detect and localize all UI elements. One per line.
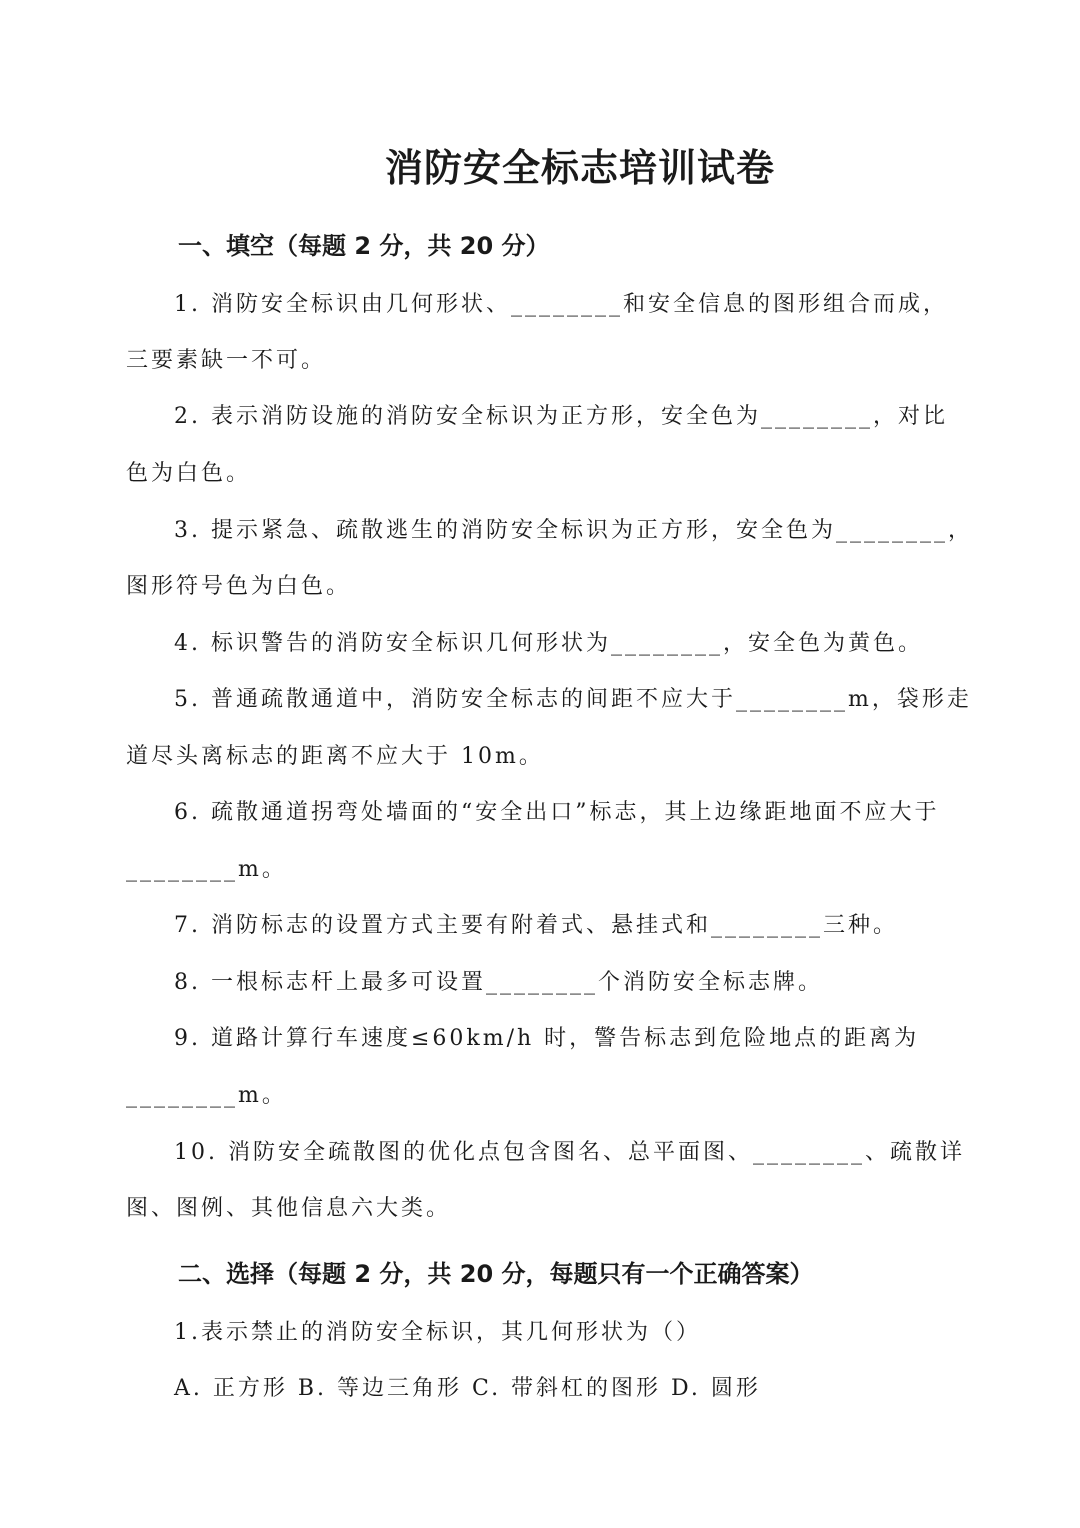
question-9-line-1: 9. 道路计算行车速度≤60km/h 时，警告标志到危险地点的距离为 bbox=[174, 1026, 920, 1051]
question-6-line-2: ________m。 bbox=[126, 857, 287, 882]
question-5-line-1: 5. 普通疏散通道中，消防安全标志的间距不应大于________m，袋形走 bbox=[174, 687, 972, 712]
question-3-line-2: 图形符号色为白色。 bbox=[126, 574, 352, 599]
question-1-line-1: 1. 消防安全标识由几何形状、________和安全信息的图形组合而成， bbox=[174, 292, 948, 317]
question-2-line-1: 2. 表示消防设施的消防安全标识为正方形，安全色为________，对比 bbox=[174, 404, 948, 429]
question-3-line-1: 3. 提示紧急、疏散逃生的消防安全标识为正方形，安全色为________， bbox=[174, 518, 973, 543]
question-6-line-1: 6. 疏散通道拐弯处墙面的“安全出口”标志，其上边缘距地面不应大于 bbox=[174, 800, 940, 825]
question-10-line-2: 图、图例、其他信息六大类。 bbox=[126, 1196, 452, 1221]
choice-question-1: 1.表示禁止的消防安全标识，其几何形状为（） bbox=[174, 1320, 701, 1345]
question-9-line-2: ________m。 bbox=[126, 1083, 287, 1108]
exam-title: 消防安全标志培训试卷 bbox=[384, 146, 775, 190]
question-5-line-2: 道尽头离标志的距离不应大于 10m。 bbox=[126, 744, 544, 769]
choice-question-1-options: A. 正方形 B. 等边三角形 C. 带斜杠的图形 D. 圆形 bbox=[174, 1376, 761, 1401]
question-8-line-1: 8. 一根标志杆上最多可设置________个消防安全标志牌。 bbox=[174, 970, 823, 995]
section-1-heading: 一、填空（每题 2 分，共 20 分） bbox=[178, 232, 550, 260]
question-10-line-1: 10. 消防安全疏散图的优化点包含图名、总平面图、________、疏散详 bbox=[174, 1140, 965, 1165]
question-1-line-2: 三要素缺一不可。 bbox=[126, 348, 327, 373]
section-2-heading: 二、选择（每题 2 分，共 20 分，每题只有一个正确答案） bbox=[178, 1260, 814, 1288]
question-2-line-2: 色为白色。 bbox=[126, 461, 252, 486]
question-4-line-1: 4. 标识警告的消防安全标识几何形状为________，安全色为黄色。 bbox=[174, 631, 923, 656]
question-7-line-1: 7. 消防标志的设置方式主要有附着式、悬挂式和________三种。 bbox=[174, 913, 898, 938]
